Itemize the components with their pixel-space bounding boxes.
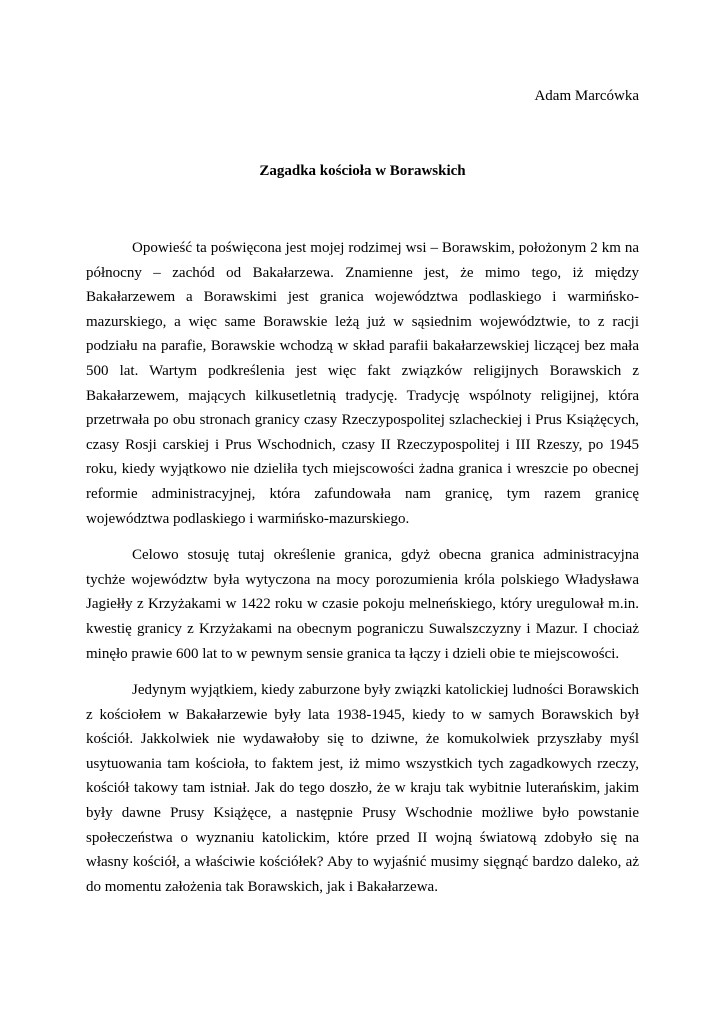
- paragraph-3: Jedynym wyjątkiem, kiedy zaburzone były związki katolickiej ludności Borawskich z kościołem w Bakałarzewie były lata 1938-1945, kiedy to w samych Borawskich był kościół. Jakkolwiek nie wydawałoby się to dziwne, że komukolwiek przyszłaby myśl usytuowania tam kościoła, to faktem jest, iż mimo wszystkich tych zagadkowych rzeczy, kościół takowy tam istniał. Jak do tego doszło, że w kraju tak wybitnie luterańskim, jakim były dawne Prusy Książęce, a następnie Prusy Wschodnie możliwe było powstanie społeczeństwa o wyznaniu katolickim, które przed II wojną światową zdobyło się na własny kościół, a właściwie kościółek? Aby to wyjaśnić musimy sięgnąć bardzo daleko, aż do momentu założenia tak Borawskich, jak i Bakałarzewa.: [86, 682, 639, 895]
- document-title: Zagadka kościoła w Borawskich: [259, 163, 466, 179]
- paragraph-1: Opowieść ta poświęcona jest mojej rodzimej wsi – Borawskim, położonym 2 km na północny – zachód od Bakałarzewa. Znamienne jest, że mimo tego, iż między Bakałarzewem a Borawskimi jest granica województwa podlaskiego i warmińsko-mazurskiego, a więc same Borawskie leżą już w sąsiednim województwie, to z racji podziału na parafie, Borawskie wchodzą w skład parafii bakałarzewskiej liczącej bez mała 500 lat. Wartym podkreślenia jest więc fakt związków religijnych Borawskich z Bakałarzewem, mających kilkusetletnią tradycję. Tradycję wspólnoty religijnej, która przetrwała po obu stronach granicy czasy Rzeczypospolitej szlacheckiej i Prus Książęcych, czasy Rosji carskiej i Prus Wschodnich, czasy II Rzeczypospolitej i III Rzeszy, po 1945 roku, kiedy wyjątkowo nie dzieliła tych miejscowości żadna granica i wreszcie po obecnej reformie administracyjnej, która zafundowała nam granicę, tym razem granicę województwa podlaskiego i warmińsko-mazurskiego.: [86, 240, 639, 527]
- paragraph-2: Celowo stosuję tutaj określenie granica, gdyż obecna granica administracyjna tychże województw była wytyczona na mocy porozumienia króla polskiego Władysława Jagiełły z Krzyżakami w 1422 roku w czasie pokoju melneńskiego, który uregulował m.in. kwestię granicy z Krzyżakami na obecnym pograniczu Suwalszczyzny i Mazur. I chociaż minęło prawie 600 lat to w pewnym sensie granica ta łączy i dzieli obie te miejscowości.: [86, 547, 639, 662]
- author-name: Adam Marcówka: [534, 88, 639, 104]
- document-body: [86, 236, 639, 911]
